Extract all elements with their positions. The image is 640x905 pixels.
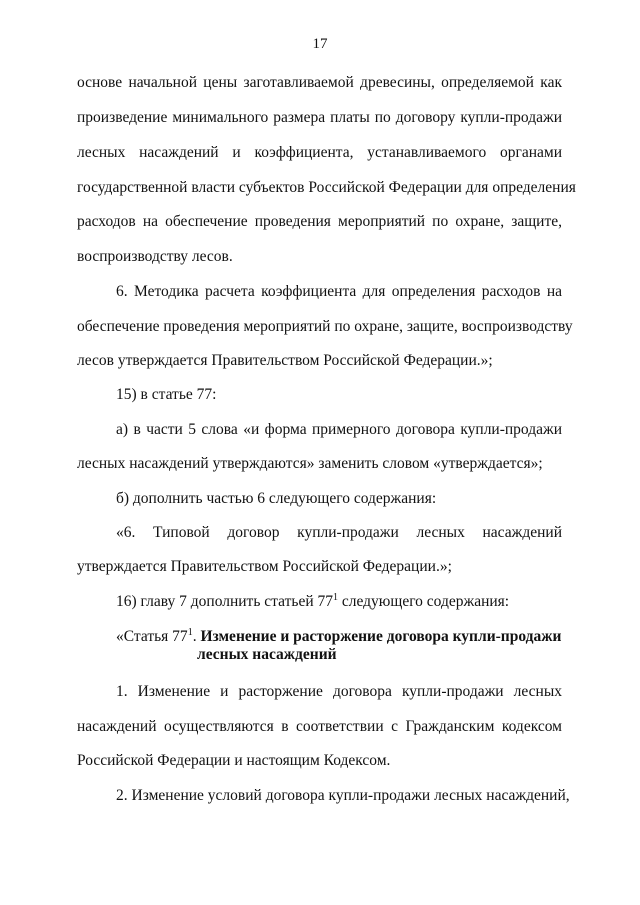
text-fragment: 16) главу 7 дополнить статьей 77 [116, 593, 333, 610]
page-number: 17 [312, 36, 328, 52]
text-line: Российской Федерации и настоящим Кодексом. [77, 752, 391, 769]
text-line: государственной власти субъектов Российской Федерации для определения [77, 179, 576, 196]
text-line: произведение минимального размера платы по договору купли-продажи [77, 109, 562, 126]
superscript: 1 [187, 626, 193, 638]
article-label: «Статья 77 [116, 628, 188, 645]
text-line: обеспечение проведения мероприятий по охране, защите, воспроизводству [77, 318, 573, 335]
text-line: 2. Изменение условий договора купли-продажи лесных насаждений, [116, 787, 570, 804]
text-line: «6. Типовой договор купли-продажи лесных насаждений [116, 524, 562, 541]
text-line [116, 593, 509, 611]
text-line: утверждается Правительством Российской Федерации.»; [77, 558, 452, 575]
text-line: лесных насаждений утверждаются» заменить словом «утверждается»; [77, 455, 543, 472]
text-line: воспроизводству лесов. [77, 248, 233, 265]
text-line: б) дополнить частью 6 следующего содержания: [116, 490, 437, 507]
article-heading [116, 628, 561, 646]
text-line: 1. Изменение и расторжение договора купли-продажи лесных [116, 683, 562, 700]
text-line: расходов на обеспечение проведения мероприятий по охране, защите, [77, 213, 562, 230]
article-title-continued: лесных насаждений [197, 646, 337, 663]
text-line: насаждений осуществляются в соответствии с Гражданским кодексом [77, 718, 562, 735]
text-line: 6. Методика расчета коэффициента для определения расходов на [116, 283, 562, 300]
article-dot: . [192, 628, 201, 645]
text-fragment: следующего содержания: [338, 593, 510, 610]
superscript: 1 [333, 591, 338, 603]
article-title: Изменение и расторжение договора купли-продажи [200, 628, 562, 645]
text-line: а) в части 5 слова «и форма примерного договора купли-продажи [116, 421, 562, 438]
text-line: 15) в статье 77: [116, 386, 217, 403]
text-line: основе начальной цены заготавливаемой древесины, определяемой как [77, 74, 562, 91]
text-line: лесов утверждается Правительством Российской Федерации.»; [77, 352, 493, 369]
text-line: лесных насаждений и коэффициента, устанавливаемого органами [77, 144, 562, 161]
